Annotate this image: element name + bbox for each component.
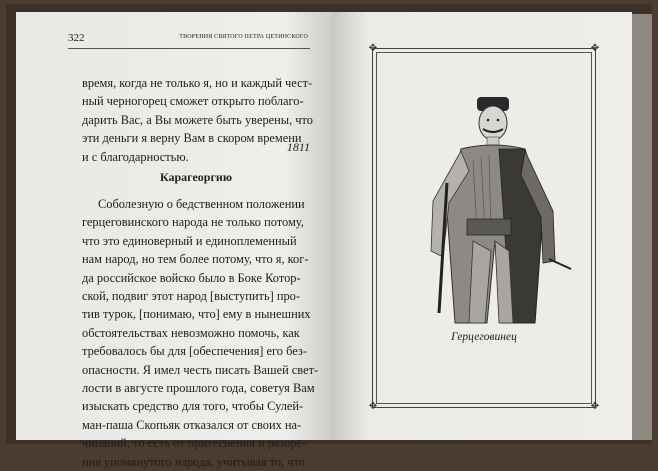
text-line: опасности. Я имел честь писать Вашей свет-	[82, 362, 319, 377]
letter-date: 1811	[286, 140, 310, 154]
corner-ornament-icon: ✥	[590, 401, 600, 412]
corner-ornament-icon: ✥	[368, 401, 378, 412]
text-line: ман-паша Скопьяк отказался от своих на-	[82, 417, 302, 432]
illustration-frame	[368, 43, 600, 412]
running-title: ТВОРЕНИЯ СВЯТОГО ПЕТРА ЦЕТИНСКОГО	[179, 34, 308, 40]
book-spread	[6, 4, 652, 469]
running-head	[68, 32, 310, 49]
text-line: требовалось бы для [обеспечения] его без-	[82, 344, 307, 359]
text-line: и с благодарностью.	[82, 149, 189, 164]
text-line: да российское войско было в Боке Котор-	[82, 270, 301, 285]
text-line: ской, подвиг этот народ [выступить] про-	[82, 289, 300, 304]
text-line: обстоятельствах невозможно помочь, как	[82, 325, 300, 340]
text-line: ный черногорец сможет открыто поблаго-	[82, 94, 304, 109]
corner-ornament-icon: ✥	[590, 43, 600, 54]
left-page	[16, 12, 332, 469]
corner-ornament-icon: ✥	[368, 43, 378, 54]
herzegovinian-portrait-illustration	[403, 91, 573, 331]
letter-heading: Карагеоргию	[159, 170, 233, 184]
text-line: дарить Вас, а Вы можете быть уверены, что	[82, 112, 313, 127]
page-number: 322	[68, 32, 85, 44]
paragraph-2	[82, 195, 319, 471]
text-line: чинаний, то есть от притеснения и разоре-	[82, 436, 307, 451]
page-edges	[632, 14, 652, 440]
text-line: изыскать средство для того, чтобы Сулей-	[82, 399, 304, 414]
text-line: время, когда не только я, но и каждый чест-	[82, 76, 313, 90]
text-line: ния упомянутого народа, учитывая то, что	[82, 454, 305, 469]
text-line: нам народ, но тем более потому, что я, ког-	[82, 252, 309, 267]
text-line: тив турок, [понимаю, что] ему в нынешних	[82, 307, 311, 322]
illustration-caption: Герцеговинец	[451, 331, 517, 343]
right-page	[332, 12, 632, 440]
text-line: эти деньги я верну Вам в скором времени	[82, 131, 302, 146]
text-line: что это единоверный и единоплеменный	[82, 233, 297, 248]
text-line: лости в августе прошлого года, советуя Вам	[82, 381, 315, 396]
text-line: Соболезную о бедственном положении	[98, 197, 305, 211]
text-line: герцеговинского народа не только потому,	[82, 215, 304, 230]
